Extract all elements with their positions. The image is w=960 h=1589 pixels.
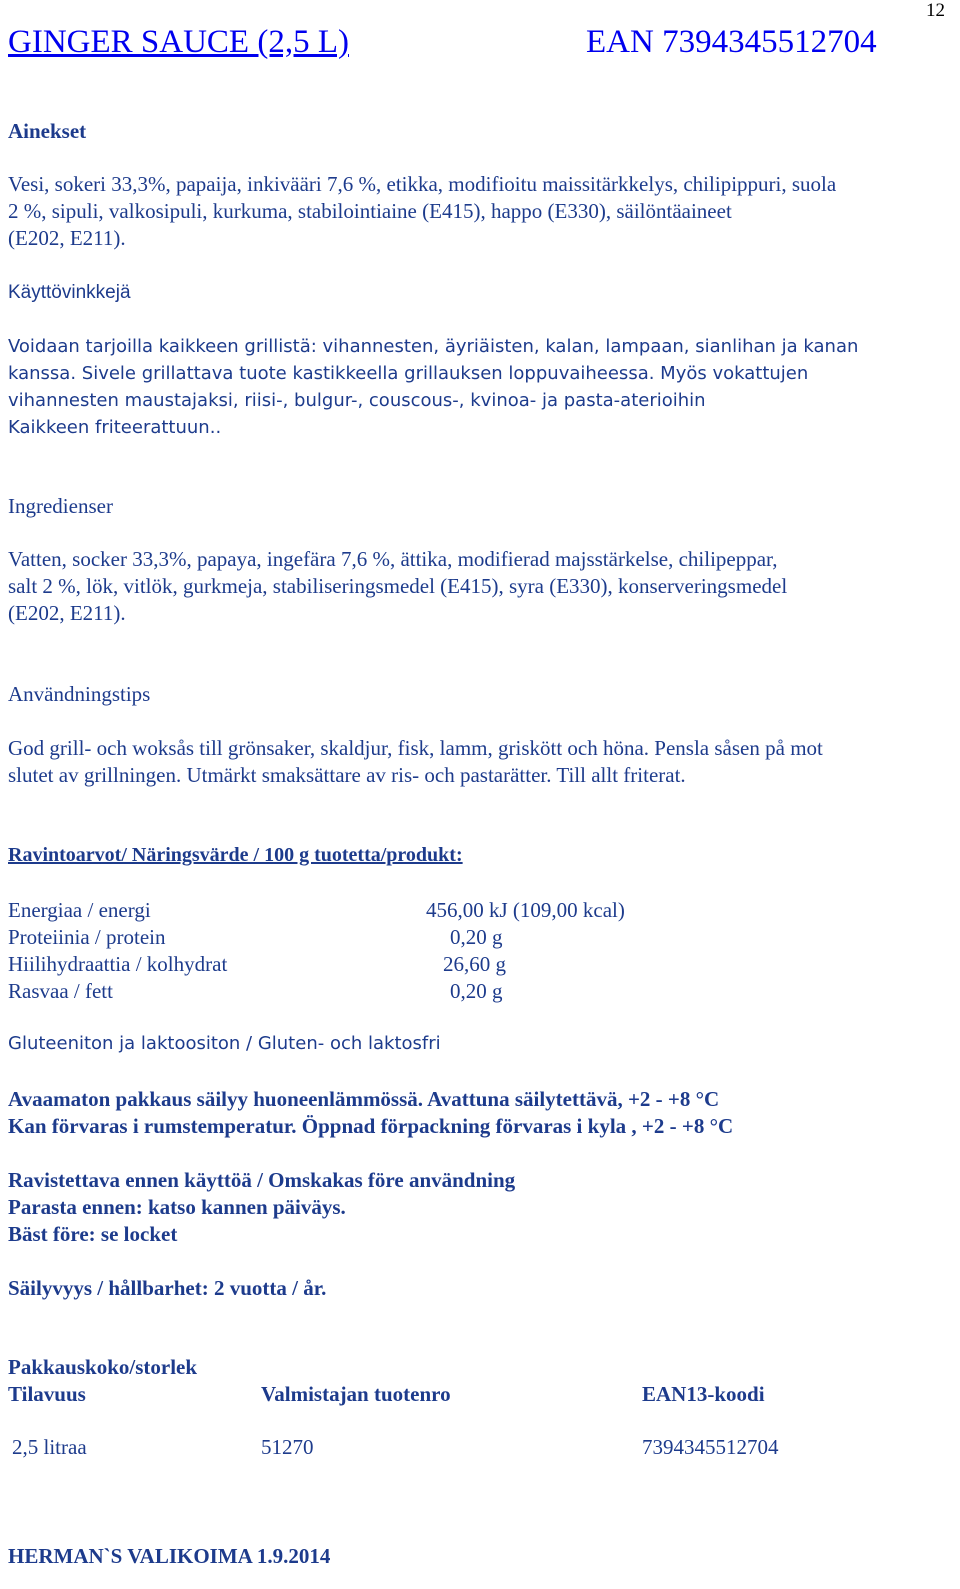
usage-info — [8, 1167, 515, 1248]
fi-ingredients-line: (E202, E211). — [8, 226, 126, 250]
fi-tips-heading: Käyttövinkkejä — [8, 282, 131, 303]
nutrition-row — [8, 951, 227, 978]
shelf-life: Säilyvyys / hållbarhet: 2 vuotta / år. — [8, 1276, 327, 1300]
fi-ingredients-line: Vesi, sokeri 33,3%, papaija, inkivääri 7,6 %, etikka, modifioitu maissitärkkelys, chilipippuri, suola — [8, 172, 837, 196]
nutrition-label: Energiaa / energi — [8, 898, 151, 922]
nutrition-value: 456,00 kJ (109,00 kcal) — [426, 898, 625, 922]
nutrition-row — [8, 924, 227, 951]
sv-ingredients-line: (E202, E211). — [8, 601, 126, 625]
nutrition-label: Proteiinia / protein — [8, 925, 166, 949]
shake-note: Ravistettava ennen käyttöä / Omskakas före användning — [8, 1168, 516, 1192]
best-before-sv: Bäst före: se locket — [8, 1222, 178, 1246]
package-col-volume: Tilavuus — [8, 1382, 86, 1406]
nutrition-value: 0,20 g — [450, 979, 503, 1003]
fi-tips-line: vihannesten maustajaksi, riisi-, bulgur-, couscous-, kvinoa- ja pasta-aterioihin — [8, 390, 706, 411]
sv-ingredients-line: salt 2 %, lök, vitlök, gurkmeja, stabiliseringsmedel (E415), syra (E330), konserveringsmedel — [8, 574, 788, 598]
sv-ingredients-text — [8, 546, 787, 627]
fi-tips-line: kanssa. Sivele grillattava tuote kastikkeella grillauksen loppuvaiheessa. Myös vokattujen — [8, 363, 809, 384]
footer-label: HERMAN`S VALIKOIMA 1.9.2014 — [8, 1544, 331, 1568]
best-before-fi: Parasta ennen: katso kannen päiväys. — [8, 1195, 346, 1219]
sv-tips-heading: Användningstips — [8, 682, 151, 706]
sv-tips-line: slutet av grillningen. Utmärkt smaksättare av ris- och pastarätter. Till allt friterat. — [8, 763, 686, 787]
product-title[interactable]: GINGER SAUCE (2,5 L) — [8, 24, 349, 60]
storage-info — [8, 1086, 733, 1140]
sv-ingredients-line: Vatten, socker 33,3%, papaya, ingefära 7,6 %, ättika, modifierad majsstärkelse, chilipeppar, — [8, 547, 778, 571]
storage-line-fi: Avaamaton pakkaus säilyy huoneenlämmössä. Avattuna säilytettävä, +2 - +8 °C — [8, 1087, 720, 1111]
package-ean: 7394345512704 — [642, 1435, 779, 1459]
fi-ingredients-heading: Ainekset — [8, 119, 87, 143]
nutrition-value: 0,20 g — [450, 925, 503, 949]
fi-ingredients-line: 2 %, sipuli, valkosipuli, kurkuma, stabilointiaine (E415), happo (E330), säilöntäaineet — [8, 199, 732, 223]
sv-tips-text — [8, 735, 823, 789]
fi-tips-line: Kaikkeen friteerattuun.. — [8, 417, 222, 438]
package-col-ean: EAN13-koodi — [642, 1382, 765, 1406]
nutrition-label: Rasvaa / fett — [8, 979, 113, 1003]
sv-ingredients-heading: Ingredienser — [8, 494, 113, 518]
sv-tips-line: God grill- och woksås till grönsaker, skaldjur, fisk, lamm, griskött och höna. Pensla såsen på mot — [8, 736, 823, 760]
fi-ingredients-text — [8, 171, 836, 252]
product-ean: EAN 7394345512704 — [586, 24, 877, 60]
nutrition-values — [426, 897, 625, 1005]
package-col-product-no: Valmistajan tuotenro — [261, 1382, 451, 1406]
nutrition-value: 26,60 g — [443, 952, 506, 976]
package-product-no: 51270 — [261, 1435, 314, 1459]
nutrition-row — [8, 897, 227, 924]
nutrition-table — [8, 897, 227, 1005]
fi-tips-line: Voidaan tarjoilla kaikkeen grillistä: vihannesten, äyriäisten, kalan, lampaan, sianlihan ja kanan — [8, 336, 859, 357]
storage-line-sv: Kan förvaras i rumstemperatur. Öppnad förpackning förvaras i kyla , +2 - +8 °C — [8, 1114, 734, 1138]
nutrition-label: Hiilihydraattia / kolhydrat — [8, 952, 228, 976]
page-number: 12 — [926, 0, 945, 21]
fi-tips-text — [8, 333, 858, 441]
nutrition-row — [8, 978, 227, 1005]
package-volume: 2,5 litraa — [12, 1435, 87, 1459]
package-heading: Pakkauskoko/storlek — [8, 1355, 198, 1379]
gluten-note: Gluteeniton ja laktoositon / Gluten- och laktosfri — [8, 1033, 441, 1054]
nutrition-heading: Ravintoarvot/ Näringsvärde / 100 g tuotetta/produkt: — [8, 844, 463, 866]
